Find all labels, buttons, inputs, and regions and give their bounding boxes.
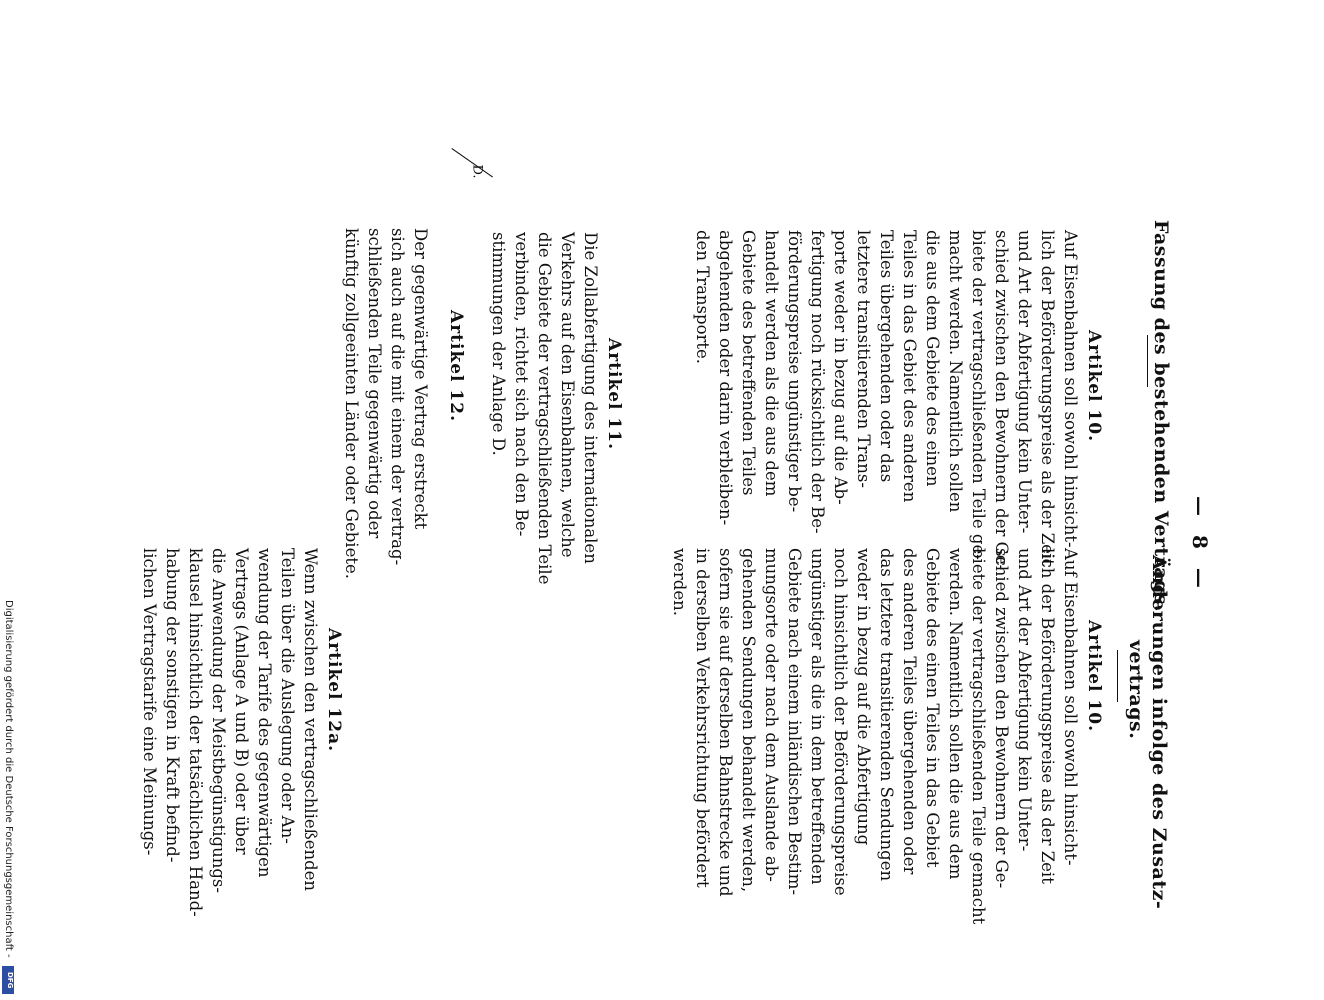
left-art11-title: Artikel 11. bbox=[604, 338, 624, 451]
text-line: sich auch auf die mit einem der vertrag- bbox=[388, 228, 407, 566]
text-line: den Transporte. bbox=[693, 230, 712, 365]
right-art10-title: Artikel 10. bbox=[1084, 620, 1104, 733]
text-line: werden. Namentlich sollen die aus dem bbox=[946, 548, 965, 880]
left-art11-text bbox=[487, 232, 602, 585]
text-line: Teiles übergehenden oder das bbox=[877, 230, 896, 483]
dfg-logo: DFG bbox=[2, 966, 14, 994]
heading-rule-right bbox=[1117, 650, 1118, 702]
text-line: Verkehrs auf den Eisenbahnen, welche bbox=[558, 232, 577, 558]
text-line: lichen Vertragstarife eine Meinungs- bbox=[140, 548, 159, 856]
text-line: Die Zollabfertigung des internationalen bbox=[581, 232, 600, 564]
page-number: — 8 — bbox=[1188, 496, 1212, 594]
text-line: noch hinsichtlich der Beförderungspreise bbox=[831, 548, 850, 896]
text-line: Gebiete nach einem inländischen Bestim- bbox=[785, 548, 804, 896]
margin-note: D. bbox=[469, 164, 485, 179]
text-line: porte weder in bezug auf die Ab- bbox=[831, 230, 850, 505]
text-line: mungsorte oder nach dem Auslande ab- bbox=[762, 548, 781, 882]
left-art12-text bbox=[340, 228, 432, 579]
text-line: schied zwischen den Bewohnern der Ge- bbox=[992, 548, 1011, 889]
text-line: förderungspreise ungünstiger be- bbox=[785, 230, 804, 513]
text-line: klausel hinsichtlich der tatsächlichen Hand- bbox=[186, 548, 205, 917]
left-art12-title: Artikel 12. bbox=[446, 310, 466, 423]
text-line: ungünstiger als die in dem betreffenden bbox=[808, 548, 827, 885]
text-line: Wenn zwischen den vertragschließenden bbox=[301, 548, 320, 892]
text-line: biete der vertragschließenden Teile gemacht bbox=[969, 548, 988, 925]
text-line: in derselben Verkehrsrichtung befördert bbox=[693, 548, 712, 888]
text-line: handelt werden als die aus dem bbox=[762, 230, 781, 497]
text-line: künftig zollgeeinten Länder oder Gebiete. bbox=[342, 228, 361, 579]
text-line: lich der Beförderungspreise als der Zeit bbox=[1038, 230, 1057, 566]
text-line: lich der Beförderungspreise als der Zeit bbox=[1038, 548, 1057, 884]
text-line: gehenden Sendungen behandelt werden, bbox=[739, 548, 758, 893]
left-art10-title: Artikel 10. bbox=[1084, 330, 1104, 443]
text-line: die aus dem Gebiete des einen bbox=[923, 230, 942, 487]
text-line: Teiles in das Gebiet des anderen bbox=[900, 230, 919, 503]
text-line: fertigung noch rücksichtlich der Be- bbox=[808, 230, 827, 534]
text-line: sofern sie auf derselben Bahnstrecke und bbox=[716, 548, 735, 897]
text-line: Vertrags (Anlage A und B) oder über bbox=[232, 548, 251, 855]
right-column-heading-line2: vertrags. bbox=[1125, 640, 1147, 740]
left-art10-text bbox=[691, 230, 1082, 571]
digitization-notice: Digitalisierung gefördert durch die Deutsche Forschungsgemeinschaft - bbox=[3, 600, 14, 958]
text-line: letztere transitierenden Trans- bbox=[854, 230, 873, 488]
right-column-heading-line1: Änderungen infolge des Zusatz- bbox=[1148, 555, 1170, 910]
text-line: die Gebiete der vertragschließenden Teile bbox=[535, 232, 554, 585]
text-line: verbinden, richtet sich nach den Be- bbox=[512, 232, 531, 537]
text-line: stimmungen der Anlage D. bbox=[489, 232, 508, 456]
right-art12a-title: Artikel 12a. bbox=[324, 628, 344, 753]
right-art10-text bbox=[668, 548, 1082, 925]
text-line: das letztere transitierenden Sendungen bbox=[877, 548, 896, 882]
text-line: Auf Eisenbahnen soll sowohl hinsicht- bbox=[1061, 230, 1080, 548]
text-line: weder in bezug auf die Abfertigung bbox=[854, 548, 873, 846]
text-line: und Art der Abfertigung kein Unter- bbox=[1015, 548, 1034, 852]
text-line: des anderen Teiles übergehenden oder bbox=[900, 548, 919, 875]
right-art12a-text bbox=[138, 548, 322, 917]
text-line: Gebiete des einen Teiles in das Gebiet bbox=[923, 548, 942, 868]
text-line: die Anwendung der Meistbegünstigungs- bbox=[209, 548, 228, 893]
text-line: wendung der Tarife des gegenwärtigen bbox=[255, 548, 274, 878]
text-line: Der gegenwärtige Vertrag erstreckt bbox=[411, 228, 430, 530]
text-line: habung der sonstigen in Kraft befind- bbox=[163, 548, 182, 863]
text-line: schied zwischen den Bewohnern der Ge- bbox=[992, 230, 1011, 571]
text-line: Teilen über die Auslegung oder An- bbox=[278, 548, 297, 844]
text-line: biete der vertragschließenden Teile ge- bbox=[969, 230, 988, 560]
text-line: Auf Eisenbahnen soll sowohl hinsicht- bbox=[1061, 548, 1080, 866]
text-line: Gebiete des betreffenden Teiles bbox=[739, 230, 758, 496]
text-line: macht werden. Namentlich sollen bbox=[946, 230, 965, 513]
text-line: werden. bbox=[670, 548, 689, 616]
left-column-heading: Fassung des bestehenden Vertrags. bbox=[1150, 220, 1172, 613]
text-line: und Art der Abfertigung kein Unter- bbox=[1015, 230, 1034, 534]
text-line: schließenden Teile gegenwärtig oder bbox=[365, 228, 384, 539]
text-line: abgehenden oder darin verbleiben- bbox=[716, 230, 735, 526]
heading-rule-left bbox=[1147, 335, 1148, 387]
